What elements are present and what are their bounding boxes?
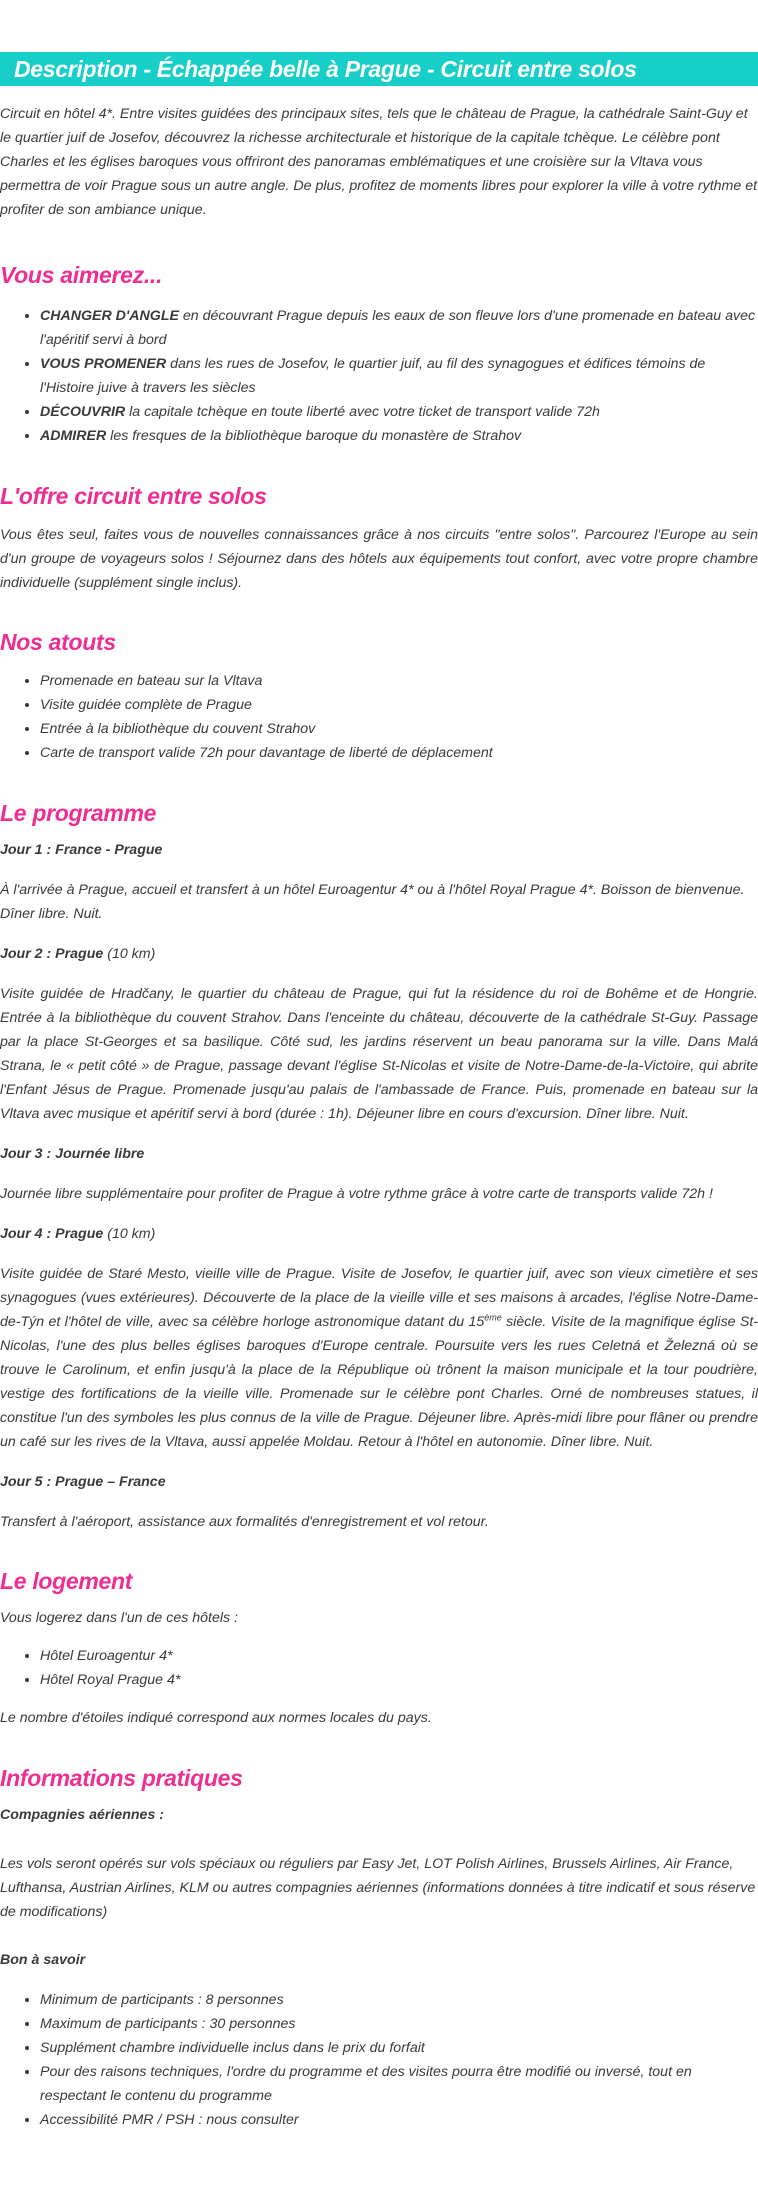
- list-item: • Maximum de participants : 30 personnes: [40, 2012, 758, 2036]
- page: [0, 52, 758, 2132]
- day-1-text: À l'arrivée à Prague, accueil et transfert à un hôtel Euroagentur 4* ou à l'hôtel Royal Prague 4*. Boisson de bienvenue. Dîner libre. Nuit.: [0, 882, 745, 922]
- day-2-text: Visite guidée de Hradčany, le quartier du château de Prague, qui fut la résidence du roi de Bohême et de Hongrie. Entrée à la bibliothèque du couvent Strahov. Dans l'enceinte du château, découverte de la cathédrale St-Guy. Passage par la place St-Georges et sa basilique. Côté sud, les jardins réservent un beau panorama sur la ville. Dans Malá Strana, le « petit côté » de Prague, passage devant l'église St-Nicolas et visite de Notre-Dame-de-la-Victoire, qui abrite l'Enfant Jésus de Prague. Promenade jusqu'au palais de l'ambassade de France. Puis, promenade en bateau sur la Vltava avec musique et apéritif servi à bord (durée : 1h). Déjeuner libre en cours d'excursion. Dîner libre. Nuit.: [0, 986, 758, 1122]
- day-2-label: Jour 2 : Prague (10 km): [0, 946, 156, 962]
- section-title-vous-aimerez: Vous aimerez...: [0, 262, 163, 288]
- list-item: • Pour des raisons techniques, l'ordre du programme et des visites pourra être modifié ou inversé, tout en respectant le contenu du programme: [40, 2060, 758, 2108]
- offre-paragraph: Vous êtes seul, faites vous de nouvelles connaissances grâce à nos circuits "entre solos". Parcourez l'Europe au sein d'un groupe de voyageurs solos ! Séjournez dans des hôtels aux équipements tout confort, avec votre propre chambre individuelle (supplément single inclus).: [0, 527, 758, 591]
- section-title-offre: L'offre circuit entre solos: [0, 483, 267, 509]
- day-1-label: Jour 1 : France - Prague: [0, 842, 163, 858]
- list-item: • Entrée à la bibliothèque du couvent Strahov: [40, 717, 758, 741]
- list-item: • CHANGER D'ANGLE en découvrant Prague depuis les eaux de son fleuve lors d'une promenade en bateau avec l'apéritif servi à bord: [40, 304, 758, 352]
- bon-a-savoir-label: Bon à savoir: [0, 1952, 86, 1968]
- day-4-text: Visite guidée de Staré Mesto, vieille ville de Prague. Visite de Josefov, le quartier juif, avec son vieux cimetière et ses synagogues (vues extérieures). Découverte de la place de la vieille ville et ses maisons à arcades, l'église Notre-Dame-de-Týn et l'hôtel de ville, avec sa célèbre horloge astronomique datant du 15ème siècle. Visite de la magnifique église St-Nicolas, l'une des plus belles églises baroques d'Europe centrale. Poursuite vers les rues Celetná et Železná où se trouve le Carolinum, et enfin jusqu'à la place de la République où trônent la maison municipale et la tour poudrière, vestige des fortifications de la vieille ville. Promenade sur le célèbre pont Charles. Orné de nombreuses statues, il constitue l'un des symboles les plus connus de la ville de Prague. Déjeuner libre. Après-midi libre pour flâner ou prendre un café sur les rives de la Vltava, aussi appelée Moldau. Retour à l'hôtel en autonomie. Dîner libre. Nuit.: [0, 1266, 758, 1450]
- description-banner: [0, 52, 758, 86]
- day-3-text: Journée libre supplémentaire pour profiter de Prague à votre rythme grâce à votre carte de transports valide 72h !: [0, 1186, 713, 1202]
- section-title-programme: Le programme: [0, 800, 157, 826]
- day-5-text: Transfert à l'aéroport, assistance aux formalités d'enregistrement et vol retour.: [0, 1514, 489, 1530]
- section-title-atouts: Nos atouts: [0, 629, 116, 655]
- section-title-infos: Informations pratiques: [0, 1765, 243, 1791]
- atouts-list: [0, 669, 758, 765]
- section-title-logement: Le logement: [0, 1568, 133, 1594]
- list-item: • Carte de transport valide 72h pour davantage de liberté de déplacement: [40, 741, 758, 765]
- day-4-label: Jour 4 : Prague (10 km): [0, 1226, 156, 1242]
- list-item: • VOUS PROMENER dans les rues de Josefov, le quartier juif, au fil des synagogues et édifices témoins de l'Histoire juive à travers les siècles: [40, 352, 758, 400]
- banner-title: Description - Échappée belle à Prague - Circuit entre solos: [14, 55, 637, 82]
- list-item: • Hôtel Euroagentur 4*: [40, 1644, 758, 1668]
- logement-note: Le nombre d'étoiles indiqué correspond aux normes locales du pays.: [0, 1710, 432, 1726]
- list-item: • Visite guidée complète de Prague: [40, 693, 758, 717]
- list-item: • ADMIRER les fresques de la bibliothèque baroque du monastère de Strahov: [40, 424, 758, 448]
- list-item: • DÉCOUVRIR la capitale tchèque en toute liberté avec votre ticket de transport valide 72h: [40, 400, 758, 424]
- list-item: • Minimum de participants : 8 personnes: [40, 1988, 758, 2012]
- list-item: • Supplément chambre individuelle inclus dans le prix du forfait: [40, 2036, 758, 2060]
- hotels-list: [0, 1644, 758, 1692]
- day-3-label: Jour 3 : Journée libre: [0, 1146, 145, 1162]
- day-5-label: Jour 5 : Prague – France: [0, 1474, 166, 1490]
- bon-a-savoir-list: [0, 1988, 758, 2132]
- airlines-text: Les vols seront opérés sur vols spéciaux ou réguliers par Easy Jet, LOT Polish Airlines, Brussels Airlines, Air France, Lufthansa, Austrian Airlines, KLM ou autres compagnies aériennes (informations données à titre indicatif et sous réserve de modifications): [0, 1856, 756, 1920]
- list-item: • Hôtel Royal Prague 4*: [40, 1668, 758, 1692]
- intro-paragraph: Circuit en hôtel 4*. Entre visites guidées des principaux sites, tels que le château de Prague, la cathédrale Saint-Guy et le quartier juif de Josefov, découvrez la richesse architecturale et historique de la capitale tchèque. Le célèbre pont Charles et les églises baroques vous offriront des panoramas emblématiques et une croisière sur la Vltava vous permettra de voir Prague sous un autre angle. De plus, profitez de moments libres pour explorer la ville à votre rythme et profiter de son ambiance unique.: [0, 106, 758, 218]
- vous-aimerez-list: [0, 304, 758, 448]
- airlines-label: Compagnies aériennes :: [0, 1807, 164, 1823]
- list-item: • Accessibilité PMR / PSH : nous consulter: [40, 2108, 758, 2132]
- list-item: • Promenade en bateau sur la Vltava: [40, 669, 758, 693]
- logement-intro: Vous logerez dans l'un de ces hôtels :: [0, 1610, 239, 1626]
